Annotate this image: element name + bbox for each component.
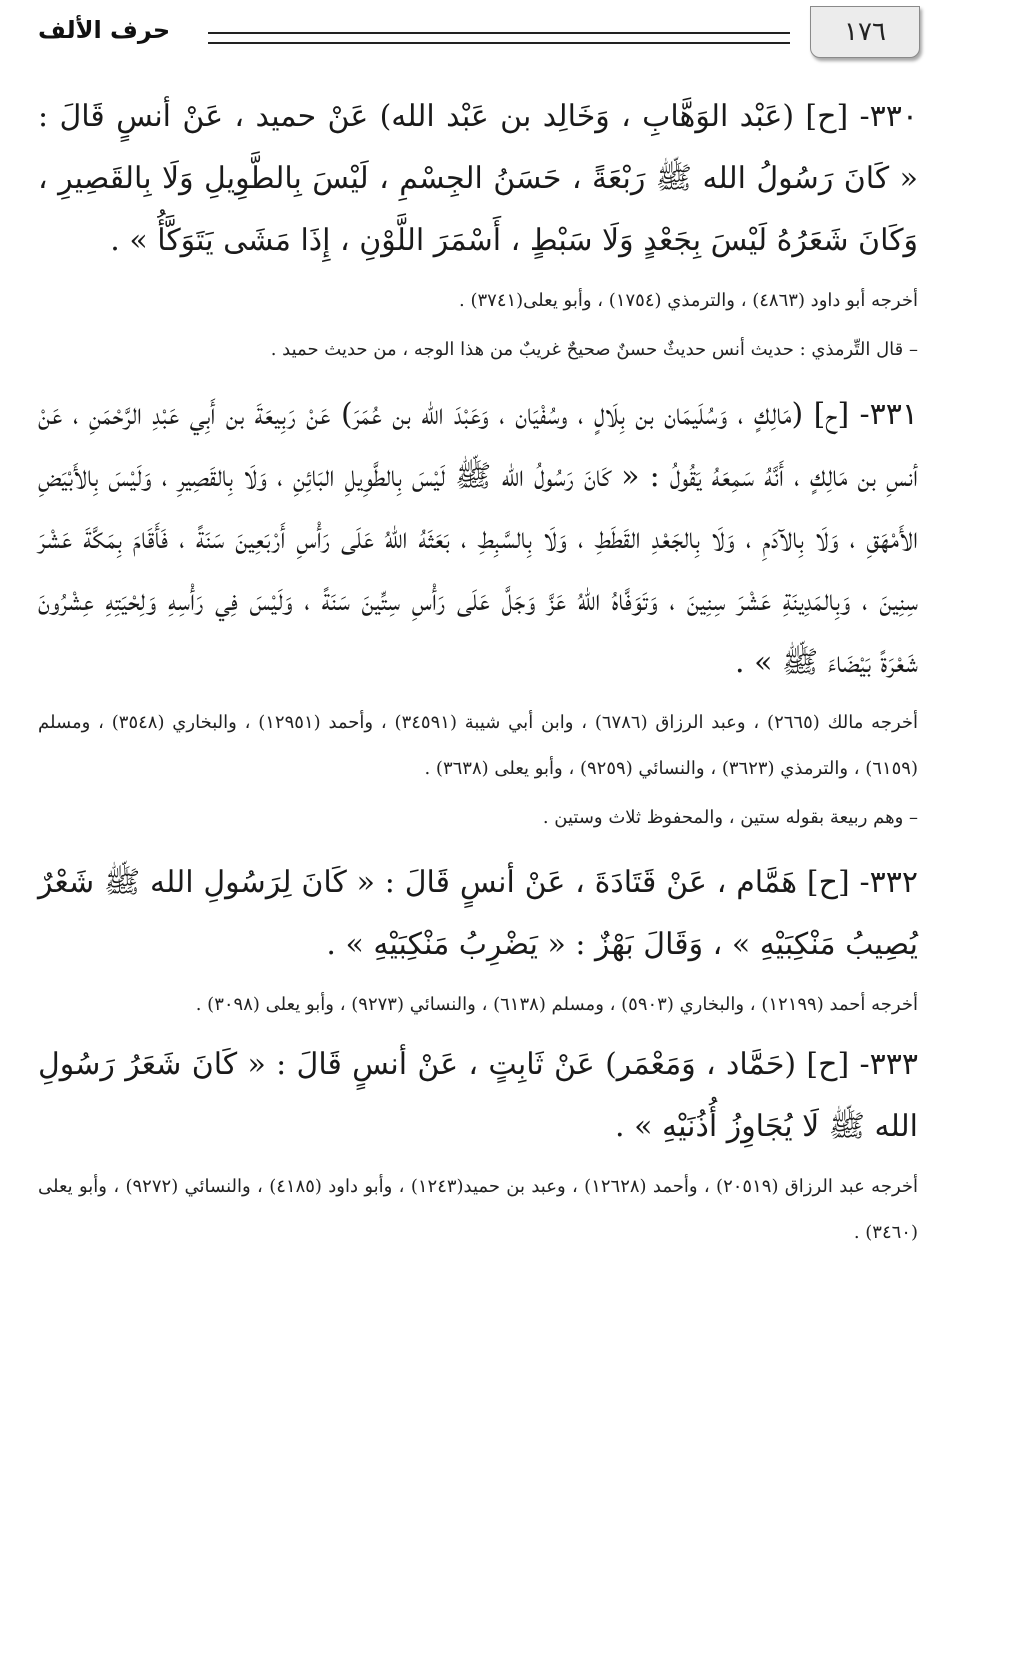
- hadith-entry-330: [38, 86, 918, 370]
- hadith-source: أخرجه أبو داود (٤٨٦٣) ، والترمذي (١٧٥٤) ، وأبو يعلى(٣٧٤١) .: [459, 290, 918, 311]
- page-content: [38, 86, 918, 1262]
- hadith-source: أخرجه عبد الرزاق (٢٠٥١٩) ، وأحمد (١٢٦٢٨) ، وعبد بن حميد(١٢٤٣) ، وأبو داود (٤١٨٥) ، والنسائي (٩٢٧٢) ، وأبو يعلى (٣٤٦٠) .: [38, 1176, 919, 1243]
- hadith-entry-331: [38, 384, 918, 838]
- hadith-text: ٣٣٠- [ح] (عَبْد الوَهَّابِ ، وَخَالِد بن عَبْد الله) عَنْ حميد ، عَنْ أنسٍ قَالَ : « كَانَ رَسُولُ الله ﷺ رَبْعَةً ، حَسَنُ الجِسْمِ ، لَيْسَ بِالطَّوِيلِ وَلَا بِالقَصِيرِ ، وَكَانَ شَعَرُهُ لَيْسَ بِجَعْدٍ وَلَا سَبْطٍ ، أَسْمَرَ اللَّوْنِ ، إِذَا مَشَى يَتَوَكَّأُ » .: [38, 99, 918, 258]
- page-number: ١٧٦: [810, 6, 920, 58]
- hadith-text: ٣٣١- [ح] (مَالِكٍ ، وَسُلَيمَان بن بِلَالٍ ، وسُفْيَان ، وَعَبْدَ الله بن عُمَرَ) عَنْ رَبِيعَةَ بن أَبِي عَبْدِ الرَّحْمَنِ ، عَنْ أنسِ بن مَالِكٍ ، أَنَّهُ سَمِعَهُ يَقُولُ : « كَانَ رَسُولُ الله ﷺ لَيْسَ بِالطَّوِيلِ البَائِنِ ، وَلَا بِالقَصِيرِ ، وَلَيْسَ بِالأَبْيَضِ الأَمْهَقِ ، وَلَا بِالآدَمِ ، وَلَا بِالجَعْدِ القَطَطِ ، وَلَا بِالسَّبِطِ ، بَعَثَهُ اللهُ عَلَى رَأْسِ أَرْبَعِينَ سَنَةً ، فَأَقَامَ بِمَكَّةَ عَشْرَ سِنِينَ ، وَبِالمَدِينَةِ عَشْرَ سِنِينَ ، وَتَوَفَّاهُ اللهُ عَزَّ وَجَلَّ عَلَى رَأْسِ سِتِّينَ سَنَةً ، وَلَيْسَ فِي رَأْسِهِ وَلِحْيَتِهِ عِشْرُونَ شَعْرَةً بَيْضَاءَ ﷺ » .: [38, 397, 918, 680]
- hadith-text: ٣٣٣- [ح] (حَمَّاد ، وَمَعْمَر) عَنْ ثَابِتٍ ، عَنْ أنسٍ قَالَ : « كَانَ شَعَرُ رَسُولِ الله ﷺ لَا يُجَاوِزُ أُذُنَيْهِ » .: [38, 1047, 918, 1144]
- hadith-text: ٣٣٢- [ح] هَمَّام ، عَنْ قَتَادَةَ ، عَنْ أنسٍ قَالَ : « كَانَ لِرَسُولِ الله ﷺ شَعْرٌ يُصِيبُ مَنْكِبَيْهِ » ، وَقَالَ بَهْزٌ : « يَضْرِبُ مَنْكِبَيْهِ » .: [38, 865, 918, 962]
- page-header: [38, 6, 910, 62]
- chapter-title: حرف الألف: [38, 16, 171, 44]
- hadith-comment: – قال التِّرمذي : حديث أنس حديثٌ حسنٌ صحيحٌ غريبٌ من هذا الوجه ، من حديث حميد .: [270, 339, 918, 360]
- hadith-source: أخرجه أحمد (١٢١٩٩) ، والبخاري (٥٩٠٣) ، ومسلم (٦١٣٨) ، والنسائي (٩٢٧٣) ، وأبو يعلى (٣٠٩٨) .: [195, 994, 918, 1015]
- header-rule: [208, 32, 790, 44]
- hadith-entry-333: [38, 1034, 918, 1256]
- hadith-entry-332: [38, 852, 918, 1028]
- hadith-source: أخرجه مالك (٢٦٦٥) ، وعبد الرزاق (٦٧٨٦) ، وابن أبي شيبة (٣٤٥٩١) ، وأحمد (١٢٩٥١) ، والبخاري (٣٥٤٨) ، ومسلم (٦١٥٩) ، والترمذي (٣٦٢٣) ، والنسائي (٩٢٥٩) ، وأبو يعلى (٣٦٣٨) .: [38, 712, 919, 779]
- hadith-comment: – وهم ربيعة بقوله ستين ، والمحفوظ ثلاث وستين .: [542, 807, 918, 828]
